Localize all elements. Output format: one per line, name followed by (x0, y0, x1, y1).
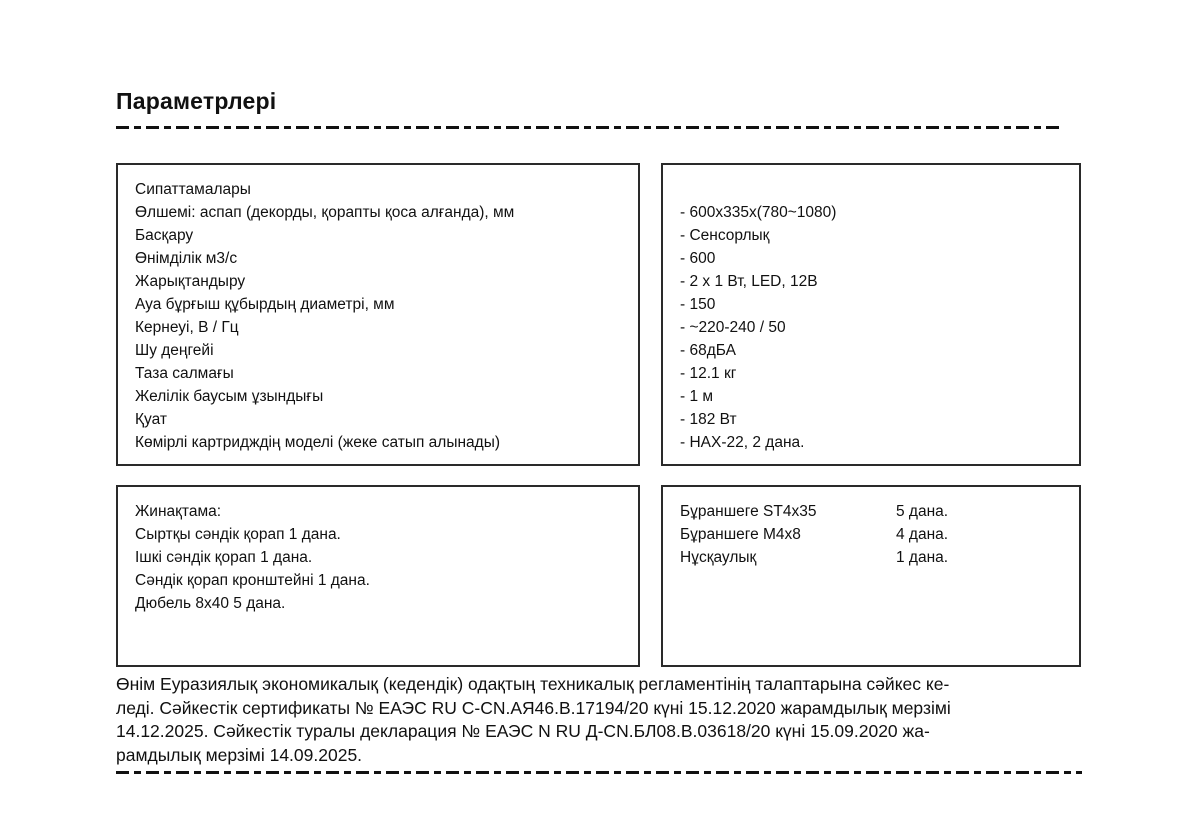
certification-notice (116, 673, 1078, 767)
spec-value-dimensions: - 600x335x(780~1080) (680, 204, 837, 221)
fastener-row (680, 523, 1060, 546)
spec-value-lighting: - 2 х 1 Вт, LED, 12В (680, 273, 818, 290)
spec-label-capacity: Өнімділік м3/с (135, 250, 238, 267)
fastener-quantity: 4 дана. (896, 526, 949, 543)
fastener-quantity: 5 дана. (896, 503, 949, 520)
spec-label-noise: Шу деңгейі (135, 342, 214, 359)
fastener-quantity: 1 дана. (896, 549, 949, 566)
spec-label-dimensions: Өлшемі: аспап (декорды, қорапты қоса алғанда), мм (135, 204, 515, 221)
kit-item: Дюбель 8х40 5 дана. (135, 595, 286, 612)
spec-value-power: - 182 Вт (680, 411, 737, 428)
spec-value-net-weight: - 12.1 кг (680, 365, 737, 382)
spec-value-voltage: - ~220-240 / 50 (680, 319, 786, 336)
kit-item: Сәндік қорап кронштейні 1 дана. (135, 572, 370, 589)
fastener-name: Нұсқаулық (680, 549, 757, 566)
fastener-row (680, 546, 1060, 569)
page-title: Параметрлері (116, 88, 277, 114)
spec-value-control: - Сенсорлық (680, 227, 770, 244)
specification-values (680, 201, 836, 454)
spec-value-noise: - 68дБА (680, 342, 736, 359)
bottom-dashed-divider (116, 771, 1082, 774)
spec-label-voltage: Кернеуі, В / Гц (135, 319, 239, 336)
spec-label-net-weight: Таза салмағы (135, 365, 234, 382)
fastener-name: Бұраншеге ST4x35 (680, 503, 817, 520)
fasteners-list (680, 500, 1060, 569)
kit-item: Ішкі сәндік қорап 1 дана. (135, 549, 313, 566)
spec-label-duct-diameter: Ауа бұрғыш құбырдың диаметрі, мм (135, 296, 395, 313)
spec-label-carbon-filter: Көмірлі картридждің моделі (жеке сатып алынады) (135, 434, 501, 451)
spec-value-duct-diameter: - 150 (680, 296, 716, 313)
kit-contents-box (116, 485, 640, 667)
top-dashed-divider (116, 126, 1060, 129)
fastener-row (680, 500, 1060, 523)
kit-heading: Жинақтама: (135, 503, 222, 520)
specifications-labels (135, 178, 514, 454)
specification-values-box (661, 163, 1081, 466)
spec-label-power: Қуат (135, 411, 167, 428)
spec-value-capacity: - 600 (680, 250, 716, 267)
kit-contents-list (135, 500, 370, 615)
spec-heading: Сипаттамалары (135, 181, 251, 198)
spec-value-cord-length: - 1 м (680, 388, 714, 405)
certification-line: леді. Сәйкестік сертификаты № ЕАЭС RU С-CN.АЯ46.В.17194/20 күні 15.12.2020 жарамдылық мерзімі (116, 697, 951, 718)
certification-line: 14.12.2025. Сәйкестік туралы декларация № ЕАЭС N RU Д-CN.БЛ08.В.03618/20 күні 15.09.2020 жа- (116, 721, 930, 741)
spec-label-control: Басқару (135, 227, 194, 244)
spec-value-carbon-filter: - НАХ-22, 2 дана. (680, 434, 805, 451)
certification-line: Өнім Еуразиялық экономикалық (кедендік) одақтың техникалық регламентінің талаптарына сәйкес ке- (116, 674, 950, 694)
spec-label-lighting: Жарықтандыру (135, 273, 246, 290)
kit-item: Сыртқы сәндік қорап 1 дана. (135, 526, 341, 543)
certification-line: рамдылық мерзімі 14.09.2025. (116, 744, 363, 765)
spec-label-cord-length: Желілік баусым ұзындығы (135, 388, 324, 405)
fasteners-box (661, 485, 1081, 667)
specifications-box (116, 163, 640, 466)
fastener-name: Бұраншеге М4х8 (680, 526, 801, 543)
